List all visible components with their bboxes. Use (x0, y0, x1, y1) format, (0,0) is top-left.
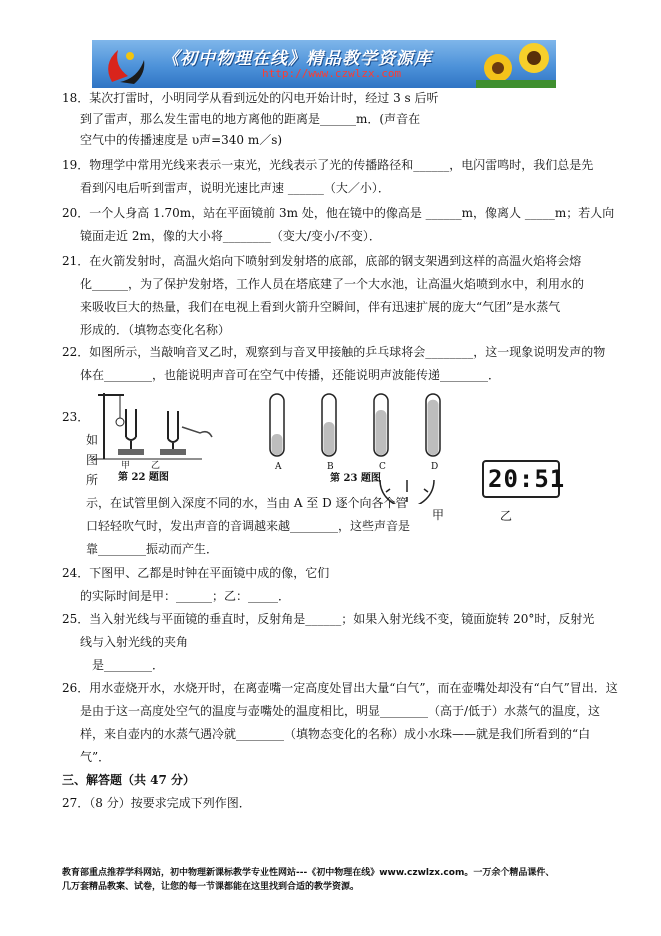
q26-line2: 是由于这一高度处空气的温度与壶嘴处的温度相比，明显________（高于/低于）水蒸气的温度，这 (80, 704, 601, 718)
banner-url[interactable]: http://www.czwlzx.com (262, 67, 402, 80)
q22-line1: 22．如图所示，当敲响音叉乙时，观察到与音叉甲接触的乒乓球将会________，这一现象说明发声的物 (62, 345, 606, 359)
q26-line3: 样，来自壶内的水蒸气遇冷就________（填物态变化的名称）成小水珠——就是我们所看到的“白 (80, 727, 591, 741)
q27-line: 27．（8 分）按要求完成下列作图． (62, 796, 251, 810)
q23-char-ru: 如 (86, 433, 99, 447)
clock-yi-label: 乙 (500, 509, 513, 523)
q25-line3: 是________． (92, 658, 165, 672)
q18-line2: 到了雷声，那么发生雷电的地方离他的距离是______m．(声音在 (80, 112, 421, 126)
test-tube-d (426, 394, 440, 456)
test-tube-b (322, 394, 336, 456)
q25-line2: 线与入射光线的夹角 (80, 635, 189, 649)
q24-line2: 的实际时间是甲：______；乙：_____． (80, 589, 291, 603)
banner-title: 《初中物理在线》精品教学资源库 (162, 49, 432, 69)
clock-yi-digital (482, 460, 566, 498)
sunflower-image (476, 40, 556, 88)
footer-line-2: 几万套精品教案、试卷，让您的每一节课都能在这里找到合适的教学资源。 (62, 882, 360, 892)
figure-22-label-yi: 乙 (151, 461, 161, 471)
q20-line2: 镜面走近 2m，像的大小将________（变大/变小/不变）． (80, 229, 381, 243)
tube-label-d: D (431, 462, 439, 472)
q20-line1: 20．一个人身高 1.70m，站在平面镜前 3m 处，他在镜中的像高是 ______m，像离人 _____m；若人向 (62, 206, 615, 220)
q25-line1: 25．当入射光线与平面镜的垂直时，反射角是______；如果入射光线不变，镜面旋转 20°时，反射光 (62, 612, 595, 626)
figure-23-test-tubes (262, 390, 452, 460)
footer-line-1: 教育部重点推荐学科网站，初中物理新课标教学专业性网站---《初中物理在线》www.czwlzx.com。一万余个精品课件、 (62, 868, 555, 878)
figure-22-caption: 第 22 题图 (118, 472, 169, 483)
q26-line1: 26．用水壶烧开水，水烧开时，在离壶嘴一定高度处冒出大量“白气”，而在壶嘴处却没有“白气”冒出．这 (62, 681, 618, 695)
q21-line4: 形成的．（填物态变化名称） (80, 323, 231, 337)
header-banner (92, 40, 556, 88)
q19-line1: 19．物理学中常用光线来表示一束光，光线表示了光的传播路径和______，电闪雷鸣时，我们总是先 (62, 158, 594, 172)
q24-line1: 24．下图甲、乙都是时钟在平面镜中成的像，它们 (62, 566, 330, 580)
figure-22-label-jia: 甲 (121, 461, 131, 471)
q21-line2: 化______，为了保护发射塔，工作人员在塔底建了一个大水池，让高温火焰喷到水中，利用水的 (80, 277, 585, 291)
q26-line4: 气”． (80, 750, 111, 764)
q23-number: 23． (62, 410, 90, 424)
q23-char-tu: 图 (86, 453, 99, 467)
q23-line3: 靠________振动而产生． (86, 542, 219, 556)
q23-char-suo: 所 (86, 473, 99, 487)
q23-line2: 口轻轻吹气时，发出声音的音调越来越________，这些声音是 (86, 519, 411, 533)
clock-jia-dial (378, 476, 436, 504)
test-tube-c (374, 394, 388, 456)
q18-line3: 空气中的传播速度是 υ声=340 m／s) (80, 133, 283, 147)
q22-line2: 体在________，也能说明声音可在空气中传播，还能说明声波能传递________． (80, 368, 501, 382)
test-tube-a (270, 394, 284, 456)
tube-label-b: B (327, 462, 334, 472)
site-logo (98, 42, 154, 86)
tube-label-c: C (379, 462, 386, 472)
tube-label-a: A (275, 462, 282, 472)
figure-23-caption: 第 23 题图 (330, 473, 381, 484)
q23-line1: 示，在试管里倒入深度不同的水，当由 A 至 D 逐个向各个管 (86, 496, 408, 510)
digital-clock-readout: 20:51 (488, 465, 566, 493)
q18-line1: 18．某次打雷时，小明同学从看到远处的闪电开始计时，经过 3 s 后听 (62, 91, 439, 105)
section-3-heading: 三、解答题（共 47 分） (62, 773, 196, 787)
q21-line1: 21．在火箭发射时，高温火焰向下喷射到发射塔的底部，底部的钢支架遇到这样的高温火焰将会熔 (62, 254, 582, 268)
q21-line3: 来吸收巨大的热量，我们在电视上看到火箭升空瞬间，伴有迅速扩展的庞大“气团”是水蒸气 (80, 300, 561, 314)
clock-jia-label: 甲 (432, 508, 445, 522)
q19-line2: 看到闪电后听到雷声，说明光速比声速 ______（大／小）． (80, 181, 390, 195)
